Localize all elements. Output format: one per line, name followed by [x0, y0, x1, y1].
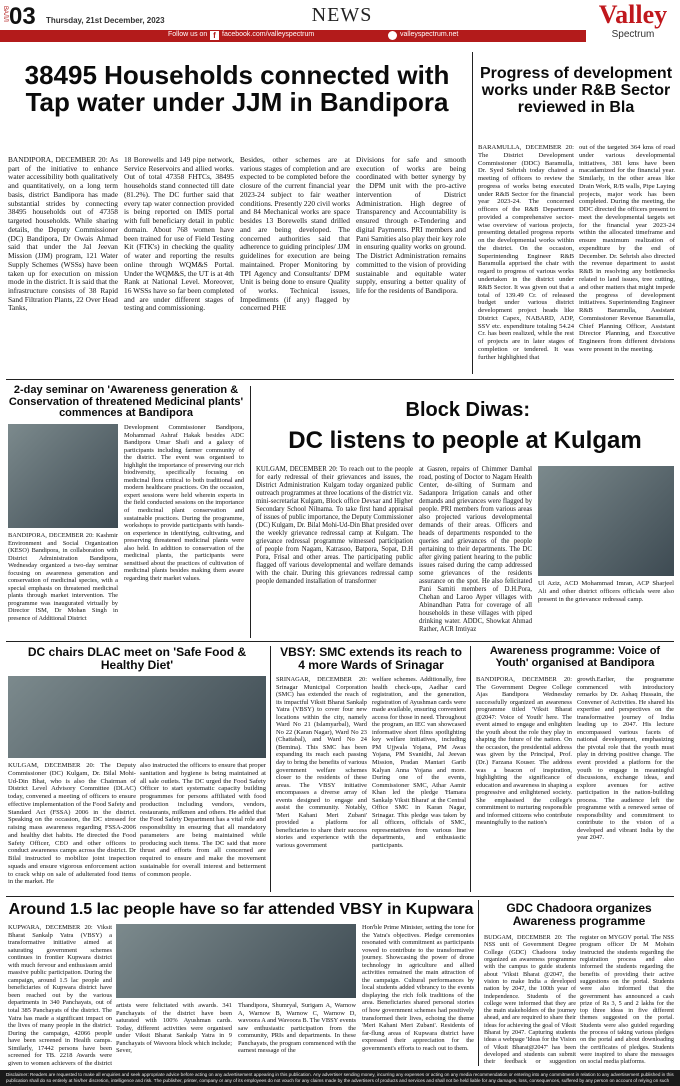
seminar-photo: [8, 424, 118, 528]
s8-col-1: KUPWARA, DECEMBER 20: Viksit Bharat Sankalp Yatra (VBSY) a transformative initiative aimed at saturating government schemes continues in frontier Kupwara district with much fervour and enthusiasm amid massive public participation. During the campaign, around 1.5 lac people and beneficiaries of Kupwara district have been reached out by the various departments in 340 Panchayats, out of total 385 Panchayats of the district. The Yatra has made a significant impact on the lives of many people in the district. During the campaign, 42066 people have been screened in Health camps. Similarly, 17442 persons have been screened for TB. 2218 Awards were given to women achievers of the district: [8, 924, 112, 1066]
globe-icon: [388, 31, 397, 40]
s8-col-4: Hon'ble Prime Minister, setting the tone for the Yatra's objectives. Pledge ceremonies resonated with commitment as participants vowed to contribute to the transformative journey. Showcasing the power of drone technology in agriculture and allied activities remained the main attraction of the campaign. Cultural performances by local students added vibrancy to the events displaying the rich folk traditions of the area. Beneficiaries shared personal stories of how government schemes had positively transformed their lives, echoing the theme 'Meri Kahani Meri Zubani'. Residents of far-flung areas of Kupwara district have expressed their appreciation for the government's efforts to reach out to them.: [362, 924, 474, 1052]
s1-col-2: 18 Borewells and 149 pipe network, Service Reservoirs and allied works. Out of total 47358 FHTCs, 38495 households stand connected till date (81.2%). The DC further said that every tap water connection provided is being reported on IMIS portal with full beneficiary detail in public domain. About 768 women have been trained for use of Field Testing Kit (FTK's) in checking the quality of water and reporting the results online through WQM&S Portal. Under the WQM&S, the UT is at 4th Rank at National Level. Moreover, 16 WSSs have so far been completed and are under different stages of testing and commissioning.: [124, 156, 234, 313]
s4-kicker: Block Diwas:: [405, 399, 530, 421]
s4-col-1: KULGAM, DECEMBER 20: To reach out to the people for early redressal of their grievances and issues, the District Administration Kulgam today organized public outreach programmes at three locations of the district viz. mini-secretariat Kulgam, Block office Devsar and Higher Secondary School Nilnama. To take first hand appraisal of issues of public importance, the Deputy Commissioner (DC) Kulgam, Dr. Bilal Mohi-Ud-Din Bhat presided over the weekly grievance redressal camp at Kulgam. The grievance redressal programme witnessed participation of people from Nagam, Katrasoo, Batpora, Sopat, D.H Pora, Frisal and other areas. The participating public flagged off various developmental and welfare demands with the chair. During this grievances redressal camp people demanded installation of transformer: [256, 466, 413, 586]
side-text: ВАЛЛ: [2, 6, 8, 22]
s7-col-2: growth.Earlier, the programme commenced with introductory remarks by Dr. Ashaq Hussain, the Convener of Activities. He shared his expertise and perspectives on the transformative journey of India leading up to 2047. His lecture encompassed various facets of national development, emphasizing the pivotal role that the youth must play in driving positive change. The event provided a platform for the youth to engage in meaningful discussions, exchange ideas, and explore avenues for active participation in the nation-building process. The audience left the programme with a renewed sense of responsibility and commitment to contribute to the vision of a developed and vibrant India by the year 2047.: [577, 676, 674, 842]
s2-col-1: BARAMULLA, DECEMBER 20: The District Development Commissioner (DDC) Baramulla, Dr. Syed Sehrish today chaired a meeting of officers to review the progress of works being executed under R&B Sector for the financial year 2023-24. The concerned officers of the R&B Department provided a comprehensive sector-wise overview of various projects, presenting detailed progress reports on the developmental works within the district. On the occasion, Superintending Engineer R&B Baramulla apprised the chair with regard to progress of various works undertaken in the district under R&B Sector. It was given out that a total of 139.49 Cr. of released budget under various district development project heads like District Capex, NABARD, ADP, SSV etc. expenditure totaling 54.24 Cr. has been realized, while the rest of projects are in later stages of completion or tendered. It was further highlighted that: [478, 144, 574, 361]
divider: [472, 52, 473, 374]
brand-sub: Spectrum: [611, 29, 655, 40]
section-title: NEWS: [311, 4, 373, 26]
divider: [6, 896, 674, 897]
header-bar: [0, 30, 586, 42]
s5-col-2: also instructed the officers to ensure that proper sanitation and hygiene is being maintained at all sale outlets. The DC urged the Food Safety Officer to start systematic capacity building programmes for persons affiliated with food production including vendors, vendors, restaurants, milkmen and others. He added that the Food Safety Department has a vital role and responsibility in ensuring that all mandatory parameters are being maintained while producing such items. The DC said that more thrust and efforts from all concerned are required to ensure and make the movement sustainable for overall interest and betterment of common people.: [140, 762, 266, 878]
page-date: Thursday, 21st December, 2023: [46, 16, 165, 25]
facebook-icon: f: [210, 31, 219, 40]
s5-col-1: KULGAM, DECEMBER 20: The Deputy Commissioner (DC) Kulgam, Dr. Bilal Mohi-Ud-Din Bhat, who is also the Chairman of District Level Advisory Committee (DLAC) today, convened a meeting of officers to ensure effective implementation of the Food Safety and Standard Act (FSSA) 2006 in the district. Speaking on the occasion, the DC stressed for raising mass awareness regarding FSSA-2006 and healthy diet habits. He directed the Food Safety Officer, CEO and other officers to conduct awareness camps across the district. Dr Bilal instructed to mobilize joint inspection squads and ensure vigorous enforcement action to crack whip on sale of adulterated food items in the market. He: [8, 762, 136, 886]
s9-col-1: BUDGAM, DECEMBER 20: The NSS unit of Government Degree College (GDC) Chadoora today organized an awareness programme with the campus to guide students about 'Viksit Bharat @2047, the vision to make India a developed nation by 2047, the 100th year of independence. Students of the college were informed that they are the main stakeholders of the journey ahead, and are required to share their ideas for achieving the goal of Viksit Bharat by 2047. Capturing students ideas a webpage 'Ideas for the Vision of Viksit Bharat@2047' has been developed and students can submit their feedback or suggestion: [484, 934, 576, 1066]
s1-col-1: BANDIPORA, DECEMBER 20: As part of the initiative to enhance water accessibility both qualitatively and quantitatively, on a long term basis, district Bandipora has made substantial strides by connecting 38495 households out of 47358 targeted households. While sharing details, the Deputy Commissioner (DC) Bandipora, Dr Owais Ahmad said that under the Jal Jeevan Mission (JJM) program, 121 Water Supply Schemes (WSSs) have been taken up for execution on mission mode in the district. It is said that the infrastructure consists of 38 Rapid Sand Filtration Plants, 22 Over Head Tanks,: [8, 156, 118, 313]
s2-headline: Progress of development works under R&B Sector reviewed in Bla: [479, 65, 673, 116]
s4-caption: Ul Aziz, ACD Mohammad Imran, ACP Sharjeel Ali and other district officers officials were also present in the grievance redressal camp.: [538, 580, 674, 603]
s3-headline: 2-day seminar on 'Awareness generation & Conservation of threatened Medicinal plants' commences at Bandipora: [8, 384, 244, 420]
s7-headline: Awareness programme: Voice of Youth' organised at Bandipora: [489, 645, 661, 669]
s8-col-3: Thandipora, Shumryal, Surigam A, Warnow A, Warnow B, Warnow C, Warnow D, wavoora A and Wavoora B. The VBSY events saw enthusiastic participation from the community, PRIs and departments. In these Panchayats, the program commenced with the earnest message of the: [238, 1002, 356, 1055]
s5-headline: DC chairs DLAC meet on 'Safe Food & Healthy Diet': [27, 645, 247, 672]
s3-col-left: BANDIPORA, DECEMBER 20: Kashmir Environment and Social Organization (KESO) Bandipora, in collaboration with District Administration Bandipora, Wednesday organized a two-day seminar focusing on awareness generation and conservation of medicinal species, with a special emphasis on threatened medicinal plants through market intervention. The programme was inaugurated virtually by Director ISM, Dr Mohan Singh in presence of Additional District: [8, 532, 118, 623]
s6-headline: VBSY: SMC extends its reach to 4 more Wards of Srinagar: [280, 645, 462, 672]
page-number: 03: [9, 3, 36, 30]
s9-col-2: register on MYGOV portal. The NSS program officer Dr M Mohsin instructed the students regarding the registration process and also informed the students regarding the benefits of providing their active suggestions on the portal. Students were also informed that the government has announced a cash prize of Rs 3, 5 and 2 lakhs for the top three ideas in five different themes suggested on the portal. Students were also guided regarding the process of taking various pledges on the portal and about downloading the certificates of pledges. Students were inspired to share the messages on social media platforms.: [580, 934, 674, 1066]
s4-col-2: at Gasren, repairs of Chimmer Damhal road, posting of Doctor to Nagam Health Center, de-silting of Surmam and Sadanpora Irrigation canals and other demands and grievances were flagged by people. PRI members from various areas also projected various developmental demands of their areas. Officers and heads of departments responded to the queries and grievances of the people pertaining to their departments. The DC after giving patient hearing to the public issues raised during the camp addressed some grievances of the residents assurance on the spot. He also felicitated Pani Samiti members of D.H.Pora, Chehan and Laroo Ayper villages with Abinandhan Patra for coverage of all households in these villages with piped drinking water. ADDC, Showkat Ahmad Rather, ACR Imtiyaz: [419, 466, 532, 634]
divider: [6, 379, 674, 380]
s1-headline: 38495 Households connected with Tap water under JJM in Bandipora: [24, 60, 450, 118]
footer-disclaimer: [0, 1070, 680, 1086]
s6-col-1: SRINAGAR, DECEMBER 20: Srinagar Municipal Corporation (SMC) has extended the reach of its impactful Viksit Bharat Sankalp Yatra (VBSY) to cover four new locations within the city, namely Ward No 21 (Islamyarbal), Ward No 22 (Karan Nagar), Ward No 23 (Chattabal), and Ward No 24 (Bemina). This SMC has been expanding its reach each passing day to bring the benefits of various government welfare schemes closer to the residents of these areas. The VBSY initiative encompasses a diverse array of events designed to engage and assist the community. Notably, 'Meri Kahani Meri Zubani' provided a platform for beneficiaries to share their success stories and experience with the various government: [276, 676, 367, 850]
s9-headline: GDC Chadoora organizes Awareness programme: [506, 901, 652, 928]
divider: [250, 386, 251, 638]
dlac-meeting-photo: [8, 676, 266, 758]
disclaimer-text: Disclaimer: Readers are requested to make all enquiries and seek appropriate advice before acting on any advertisement appearing in this publication. Any advertiser sending money, incurring any expenses or acting on any media recommendation or entering into any commitment in relation to any advertisement published in this publication shall do so entirely at his/her discretion, intelligence and risk. The publisher, printer, company or any of its employees do not vouch for any claims made by the advertisers of products and services and shall not be held liable for any damages, loss, consequences, suffered by any person on account of relying on such: [6, 1072, 674, 1083]
divider: [6, 641, 674, 642]
s6-col-2: welfare schemes. Additionally, free health check-ups, Aadhar card registration, and the generation, registration of Ayushman cards were made available, ensuring convenient access for those in need. Throughout the program, an IEC van showcased informative short films spotlighting key welfare initiatives, including PM Ujjwala Yojana, PM Awas Yojana, PM Svanidhi, Jal Jeevan Mission, Pradan Mantari Garib Kalyan Anna Yojana and more. During one of the events, Commissioner SMC, Athar Aamir Khan led the pledge 'Hamara Sankalp Viksit Bharat' at the Central Office SMC in Karan Nagar, Srinagar. This pledge was taken by all officers, officials of SMC, representatives from various line departments, and enthusiastic participants.: [372, 676, 466, 850]
divider: [470, 646, 471, 892]
brand-logo: [586, 0, 680, 44]
masthead: [0, 0, 680, 44]
brand-name: Valley: [598, 0, 668, 29]
s1-col-3: Besides, other schemes are at various stages of completion and are expected to be completed before the closure of the current financial year 2023-24 subject to fair weather conditions. Presently 220 civil works and 84 Mechanical works are space besides 13 Borewells stand drilled and are being developed. The concerned authorities said that adherence to guiding principles/ JJM guidelines for execution are being maintained. Proper Monitoring by TPI Agency and Consultants/ DPM Unit is being done to ensure Quality of works. Technical issues, Impediments (if any) flagged by concerned PHE: [240, 156, 350, 313]
vbsy-kupwara-photo: [116, 924, 356, 998]
s2-col-2: out of the targeted 364 kms of road under various developmental initiatives, 381 kms have been macadamized for the financial year. Similarly, in the other areas like Drain Work, R/B walls, Pipe Laying projects, major work has been completed. During the meeting, the DDC directed the officers present to meet the developmental targets set for the financial year 2023-24 within the allocated timeframe and ensure maximum realization of expenditure by the end of December. Dr. Sehrish also directed the revenue department to assist R&B in resolving any bottlenecks related to land issues, tree cutting, and other matters that might impede the progress of development initiatives. Superintending Engineer R&B Baramulla, Assistant Commissioner Revenue Baramulla, Chief Planning Officer, Assistant Director Planning, and Executive Engineers from different divisions were present in the meeting.: [579, 144, 675, 353]
s8-col-2: artists were felicitated with awards. 341 Panchayats of the district have been saturated with 100% Ayushman cards. Today, different activities were organised under Viksit Bharat Sankalp Yatra in 9 Panchayats of Wavoora block which include; Sever,: [116, 1002, 232, 1055]
facebook-link[interactable]: facebook.com/valleyspectrum: [222, 31, 315, 38]
divider: [478, 900, 479, 1066]
twitter-label: Follow us on: [168, 31, 208, 38]
kulgam-dc-photo: [538, 466, 674, 576]
s7-col-1: BANDIPORA, DECEMBER 20: The Government Degree College Ajas Bandipora Wednesday successfully organized an awareness programme titled 'Viksit Bharat @2047: Voice of Youth' here. The event aimed to engage and enlighten the youth about the role they play in shaping the future of the nation. On the occasion, the presidential address was given by the Principal, Prof. (Dr.) Farzana Kouser. The address was a beacon of inspiration, highlighting the significance of education and awareness in shaping a progressive and enlightened society. She emphasised the college's commitment to nurturing responsible and informed citizens who contribute meaningfully to the nation's: [476, 676, 572, 827]
s8-headline: Around 1.5 lac people have so far attended VBSY in Kupwara: [8, 901, 474, 918]
s3-col-right: Development Commissioner Bandipora, Mohammad Ashraf Hakak besides ADC Bandipora Umar Shafi and a galaxy of participants including farmer community of the district. The event was organised to highlight the importance of preserving our rich biodiversity, specifically focusing on medicinal flora critical to both traditional and modern healthcare practices. On the occasion, expert sessions were held wherein experts in the field conducted sessions on the importance of medicinal plant conservation and sustainable practices. During the programme, workshops to provide participants with hands-on experience in identifying, cultivating, and preserving threatened medicinal plants were also held. In addition to conservation of the medicinal plants, the participants were sensitised about the practices of cultivation of medicinal plants besides making them aware regarding their market values.: [124, 424, 244, 582]
divider: [270, 646, 271, 892]
website-link[interactable]: valleyspectrum.net: [400, 31, 459, 38]
s1-col-4: Divisions for safe and smooth execution of works are being coordinated with better synergy by the DPM unit with the pro-active intervention of District Administration. High degree of Transparency and Accountability is ensured through e-Tendering and digital Payments. PRI members and Pani Samities also play their key role in ensuring quality works on ground. The District Administration remains committed to the vision of providing sustainable and equitable water supply, ensuring a better quality of life for the residents of Bandipora.: [356, 156, 466, 296]
s4-headline: DC listens to people at Kulgam: [288, 427, 642, 454]
